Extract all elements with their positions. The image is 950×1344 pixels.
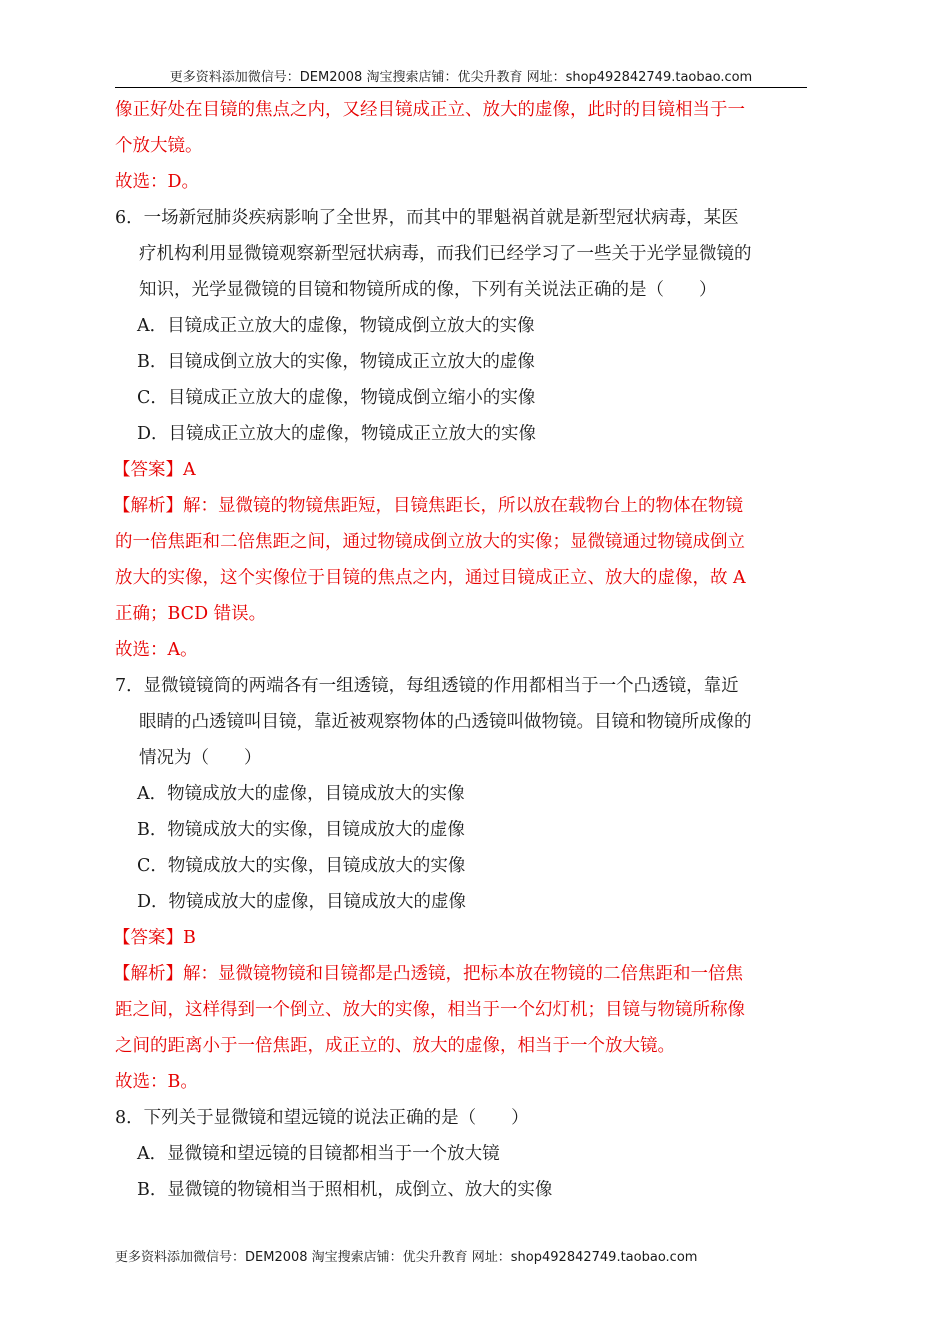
q6-option-b: B．目镜成倒立放大的实像，物镜成正立放大的虚像 [137,352,535,372]
q7-stem-line: 情况为（ ） [139,748,262,768]
q6-stem-line: 疗机构利用显微镜观察新型冠状病毒，而我们已经学习了一些关于光学显微镜的 [139,244,752,264]
q7-explanation-line: 【解析】解：显微镜物镜和目镜都是凸透镜，把标本放在物镜的二倍焦距和一倍焦 [113,964,743,984]
q6-explanation-line: 正确；BCD 错误。 [115,604,267,624]
q7-option-d: D．物镜成放大的虚像，目镜成放大的虚像 [137,892,467,912]
q7-option-a: A．物镜成放大的虚像，目镜成放大的实像 [137,784,465,804]
q6-option-d: D．目镜成正立放大的虚像，物镜成正立放大的实像 [137,424,537,444]
q6-conclusion: 故选：A。 [115,640,198,660]
q6-answer: 【答案】A [113,460,196,480]
q8-option-b: B．显微镜的物镜相当于照相机，成倒立、放大的实像 [137,1180,553,1200]
q6-option-c: C．目镜成正立放大的虚像，物镜成倒立缩小的实像 [137,388,536,408]
prev-explanation-line: 像正好处在目镜的焦点之内，又经目镜成正立、放大的虚像，此时的目镜相当于一 [115,100,745,120]
q8-option-a: A．显微镜和望远镜的目镜都相当于一个放大镜 [137,1144,500,1164]
q6-explanation-line: 的一倍焦距和二倍焦距之间，通过物镜成倒立放大的实像；显微镜通过物镜成倒立 [115,532,745,552]
q7-answer: 【答案】B [113,928,196,948]
prev-explanation-line: 个放大镜。 [115,136,203,156]
q7-conclusion: 故选：B。 [115,1072,198,1092]
page-footer: 更多资料添加微信号：DEM2008 淘宝搜索店铺：优尖升教育 网址：shop492842749.taobao.com [115,1250,698,1265]
document-body [115,92,810,1208]
q7-explanation-line: 之间的距离小于一倍焦距，成正立的、放大的虚像，相当于一个放大镜。 [115,1036,675,1056]
q6-stem-line: 知识，光学显微镜的目镜和物镜所成的像，下列有关说法正确的是（ ） [139,280,717,300]
q7-stem-line: 7．显微镜镜筒的两端各有一组透镜，每组透镜的作用都相当于一个凸透镜，靠近 [115,676,739,696]
q6-option-a: A．目镜成正立放大的虚像，物镜成倒立放大的实像 [137,316,535,336]
q7-stem-line: 眼睛的凸透镜叫目镜，靠近被观察物体的凸透镜叫做物镜。目镜和物镜所成像的 [139,712,752,732]
q6-stem-line: 6．一场新冠肺炎疾病影响了全世界，而其中的罪魁祸首就是新型冠状病毒，某医 [115,208,739,228]
q7-option-b: B．物镜成放大的实像，目镜成放大的虚像 [137,820,465,840]
q6-explanation-line: 放大的实像，这个实像位于目镜的焦点之内，通过目镜成正立、放大的虚像，故 A [115,568,746,588]
q7-explanation-line: 距之间，这样得到一个倒立、放大的实像，相当于一个幻灯机；目镜与物镜所称像 [115,1000,745,1020]
q7-option-c: C．物镜成放大的实像，目镜成放大的实像 [137,856,466,876]
prev-conclusion: 故选：D。 [115,172,200,192]
page-header: 更多资料添加微信号：DEM2008 淘宝搜索店铺：优尖升教育 网址：shop492842749.taobao.com [115,66,807,88]
q8-stem-line: 8．下列关于显微镜和望远镜的说法正确的是（ ） [115,1108,529,1128]
q6-explanation-line: 【解析】解：显微镜的物镜焦距短，目镜焦距长，所以放在载物台上的物体在物镜 [113,496,743,516]
